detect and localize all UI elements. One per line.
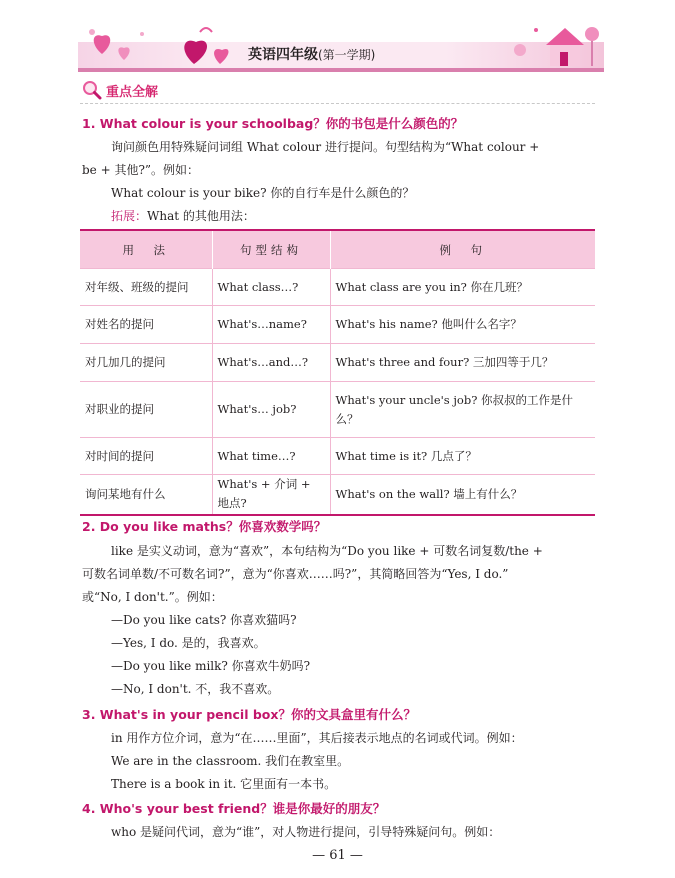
heading-4: 4. Who's your best friend？谁是你最好的朋友？: [82, 801, 386, 816]
item2-line-2: 可数名词单数/不可数名词?”，意为“你喜欢……吗?”，其简略回答为“Yes, I do.”: [82, 567, 509, 581]
item3-line-3: There is a book in it. 它里面有一本书。: [111, 777, 337, 791]
house-decoration: [508, 20, 604, 70]
table-cell: 对几加几的提问: [80, 344, 212, 382]
item2-line-3: 或“No, I don't.”。例如：: [82, 590, 223, 604]
usage-table: [80, 229, 595, 516]
table-cell: What's… job?: [212, 382, 330, 438]
item2-line-1: like 是实义动词，意为“喜欢”，本句结构为“Do you like + 可数名词复数/the +: [111, 544, 543, 558]
extend-label: 拓展：: [111, 209, 148, 223]
extend-text: What 的其他用法：: [147, 209, 255, 223]
table-cell: 对年级、班级的提问: [80, 269, 212, 306]
table-header-structure: 句型结构: [212, 230, 330, 269]
item1-line-2: be + 其他?”。例如：: [82, 163, 200, 177]
table-cell: What class are you in? 你在几班？: [330, 269, 595, 306]
section-tag: [82, 80, 158, 100]
page-header: [78, 20, 604, 72]
heading-1: 1. What colour is your schoolbag？你的书包是什么颜色的？: [82, 116, 464, 131]
table-row: [80, 475, 595, 515]
header-title: 英语四年级(第一学期): [248, 47, 376, 63]
table-header-example: 例 句: [330, 230, 595, 269]
table-row: [80, 344, 595, 382]
table-row: [80, 438, 595, 475]
heading-2: 2. Do you like maths？你喜欢数学吗？: [82, 519, 327, 534]
table-cell: What's on the wall? 墙上有什么？: [330, 475, 595, 515]
item2-line-4: —Do you like cats? 你喜欢猫吗?: [111, 613, 297, 627]
table-row: [80, 269, 595, 306]
table-cell: What's…and…?: [212, 344, 330, 382]
table-header-row: [80, 230, 595, 269]
item1-line-1: 询问颜色用特殊疑问词组 What colour 进行提问。句型结构为“What colour +: [111, 140, 540, 154]
table-cell: 对时间的提问: [80, 438, 212, 475]
item3-line-1: in 用作方位介词，意为“在……里面”，其后接表示地点的名词或代词。例如：: [111, 731, 523, 745]
extend-line: [111, 207, 255, 224]
item2-line-6: —Do you like milk? 你喜欢牛奶吗?: [111, 659, 311, 673]
section-divider: [80, 103, 595, 104]
table-cell: What's your uncle's job? 你叔叔的工作是什么？: [330, 382, 595, 438]
heading-3: 3. What's in your pencil box？你的文具盒里有什么？: [82, 707, 416, 722]
item2-line-5: —Yes, I do. 是的，我喜欢。: [111, 636, 266, 650]
table-cell: What time…?: [212, 438, 330, 475]
table-cell: What class…?: [212, 269, 330, 306]
item2-line-7: —No, I don't. 不，我不喜欢。: [111, 682, 280, 696]
table-header-usage: 用 法: [80, 230, 212, 269]
table-cell: What time is it? 几点了？: [330, 438, 595, 475]
item1-line-3: What colour is your bike? 你的自行车是什么颜色的？: [111, 186, 415, 200]
table-cell: What's his name? 他叫什么名字？: [330, 306, 595, 344]
table-cell: 询问某地有什么: [80, 475, 212, 515]
heart-decoration: [82, 20, 242, 70]
item3-line-2: We are in the classroom. 我们在教室里。: [111, 754, 350, 768]
table-cell: What's…name?: [212, 306, 330, 344]
page-number: — 61 —: [312, 848, 363, 863]
table-row: [80, 306, 595, 344]
table-cell: 对职业的提问: [80, 382, 212, 438]
item4-line-1: who 是疑问代词，意为“谁”，对人物进行提问，引导特殊疑问句。例如：: [111, 825, 501, 839]
table-cell: 对姓名的提问: [80, 306, 212, 344]
table-row: [80, 382, 595, 438]
magnifier-icon: [82, 80, 102, 100]
table-cell: What's three and four? 三加四等于几？: [330, 344, 595, 382]
table-cell: What's + 介词 + 地点?: [212, 475, 330, 515]
section-label: 重点全解: [106, 84, 159, 100]
